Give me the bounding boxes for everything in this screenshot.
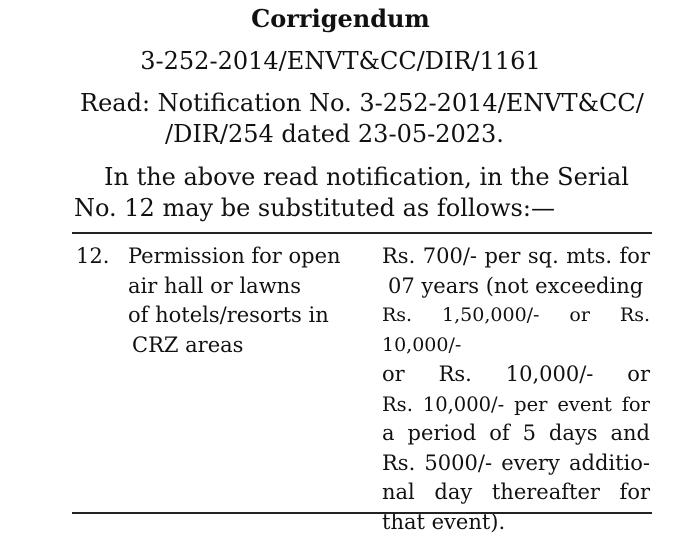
document-title: Corrigendum — [0, 4, 681, 34]
rate-cell — [382, 242, 650, 537]
description-line: air hall or lawns — [128, 272, 341, 302]
rate-line: Rs. 1,50,000/- or Rs. 10,000/- — [382, 301, 650, 360]
description-cell — [128, 242, 341, 360]
description-line: of hotels/resorts in — [128, 301, 341, 331]
intro-paragraph-line-1: In the above read notification, in the Serial — [104, 162, 629, 192]
rate-line: a period of 5 days and — [382, 419, 650, 449]
table-top-rule — [72, 232, 652, 234]
rate-line: Rs. 5000/- every additio- — [382, 449, 650, 479]
table-bottom-rule — [72, 512, 652, 514]
rate-line: that event). — [382, 508, 650, 537]
rate-line: Rs. 10,000/- per event for — [382, 390, 650, 420]
serial-number-cell: 12. — [76, 242, 109, 272]
read-notification-line-1: Read: Notification No. 3-252-2014/ENVT&CC/ — [80, 88, 644, 118]
rate-line: Rs. 700/- per sq. mts. for — [382, 242, 650, 272]
description-line: CRZ areas — [128, 331, 341, 361]
read-notification-line-2: /DIR/254 dated 23-05-2023. — [165, 119, 504, 149]
intro-paragraph-line-2: No. 12 may be substituted as follows:— — [74, 193, 555, 223]
description-line: Permission for open — [128, 242, 341, 272]
rate-line: or Rs. 10,000/- or — [382, 360, 650, 390]
rate-line: nal day thereafter for — [382, 478, 650, 508]
rate-line: 07 years (not exceeding — [382, 272, 650, 302]
reference-number: 3-252-2014/ENVT&CC/DIR/1161 — [0, 46, 681, 76]
